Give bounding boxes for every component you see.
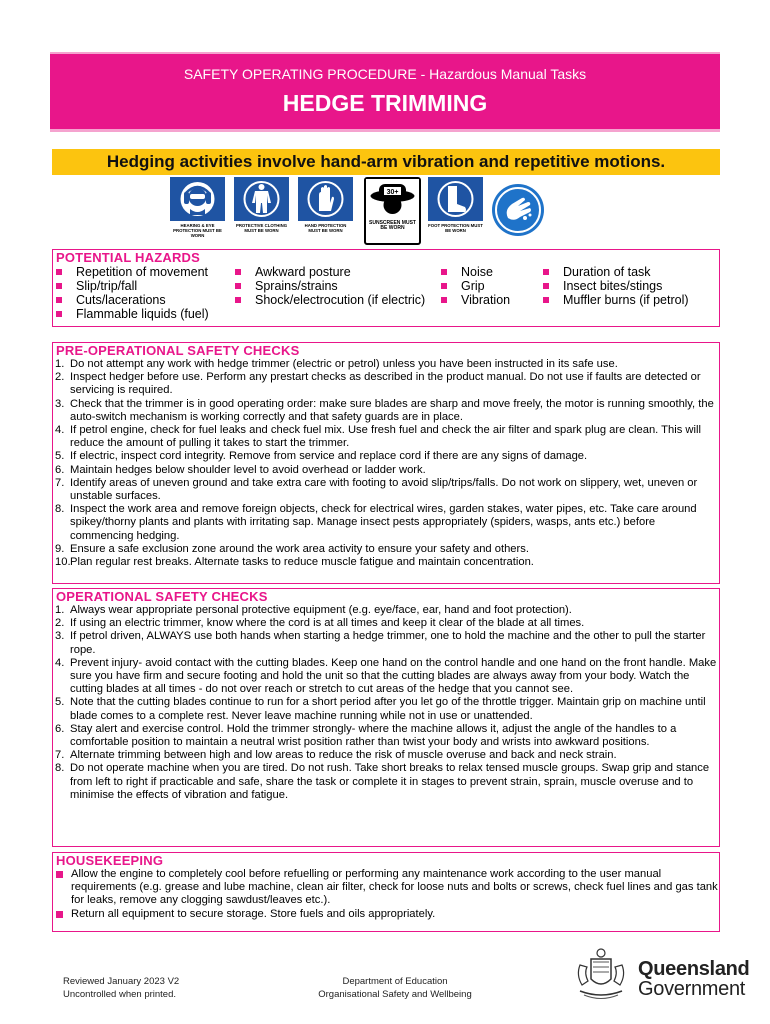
list-item: 4. If petrol engine, check for fuel leaks and check fuel mix. Use fresh fuel and check the air filter and spark plug are clean. This will reduce the amount of pulling it takes to start the trimmer. [55, 424, 701, 450]
hazard-item: Noise [441, 265, 493, 279]
pre-operational-checks-section [52, 342, 720, 584]
sign-caption: PROTECTIVE CLOTHING MUST BE WORN [235, 223, 288, 233]
list-item: 4. Prevent injury- avoid contact with the cutting blades. Keep one hand on the control handle and one hand on the front handle. Make sure you have firm and secure footing and hold the unit so that the cutting blades are always away from your body. Watch the cutting blades at all times - do not over reach or stretch to cut areas of the hedge that you cannot see. [55, 656, 717, 696]
hand-protection-sign [298, 177, 353, 245]
footer-review-info [63, 975, 179, 1001]
queensland-government-logo [572, 945, 748, 1003]
hazard-item: Grip [441, 279, 485, 293]
foot-protection-icon [428, 177, 483, 221]
housekeeping-section [52, 852, 720, 932]
list-item: 5. If electric, inspect cord integrity. Remove from service and replace cord if there are any signs of damage. [55, 450, 588, 463]
section-title: PRE-OPERATIONAL SAFETY CHECKS [56, 343, 300, 358]
section-title: OPERATIONAL SAFETY CHECKS [56, 589, 268, 604]
protective-clothing-sign [234, 177, 289, 245]
sign-caption: SUNSCREEN MUST BE WORN [369, 220, 416, 231]
housekeeping-list [53, 868, 719, 921]
hazard-item: Flammable liquids (fuel) [56, 307, 209, 321]
sunscreen-icon [366, 179, 419, 219]
foot-protection-sign [428, 177, 483, 245]
list-item: 3. If petrol driven, ALWAYS use both hands when starting a hedge trimmer, one to hold the machine and the other to pull the starter rope. [55, 630, 706, 656]
list-item: 8. Inspect the work area and remove foreign objects, check for electrical wires, garden stakes, water pipes, etc. Take care around spikey/thorny plants and plants with irritating sap. Manage insect pests appropriately (spiders, wasps, ants etc.) before commencing hedging. [55, 503, 697, 542]
protective-clothing-icon [234, 177, 289, 221]
sign-caption: HAND PROTECTION MUST BE WORN [304, 223, 347, 233]
hazard-item: Vibration [441, 293, 510, 307]
hazard-item: Insect bites/stings [543, 279, 662, 293]
hazard-item: Repetition of movement [56, 265, 208, 279]
hand-protection-icon [298, 177, 353, 221]
operational-checks-section [52, 588, 720, 847]
logo-line-2: Government [638, 978, 746, 1000]
hazard-item: Sprains/strains [235, 279, 338, 293]
coat-of-arms-icon [572, 945, 630, 1003]
list-item: 1. Do not attempt any work with hedge trimmer (electric or petrol) unless you have been instructed in its safe use. [55, 358, 618, 370]
hazard-item: Duration of task [543, 265, 651, 279]
list-item: 8. Do not operate machine when you are tired. Do not rush. Take short breaks to relax tensed muscle groups. Swap grip and stance from left to right if practicable and safe, share the task or complete it in stages to prevent strain, sprain, muscle overuse and to minimise the effects of vibration and fatigue. [55, 762, 710, 801]
hearing-eye-protection-icon [170, 177, 225, 221]
hazard-item: Awkward posture [235, 265, 351, 279]
sunscreen-sign [364, 177, 421, 245]
list-item: 2. If using an electric trimmer, know where the cord is at all times and keep it clear of the blade at all times. [55, 617, 585, 630]
sign-caption: FOOT PROTECTION MUST BE WORN [428, 223, 483, 233]
pre-operational-list [53, 358, 719, 569]
department-name: Department of Education [342, 976, 448, 987]
list-item: 9. Ensure a safe exclusion zone around the work area activity to ensure your safety and others. [55, 542, 529, 555]
hazard-item: Slip/trip/fall [56, 279, 137, 293]
list-item: 5. Note that the cutting blades continue to run for a short period after you let go of the throttle trigger. Maintain grip on machine until blade comes to a complete rest. Never leave machine running while not in use or unattended. [55, 696, 706, 722]
sign-caption: HEARING & EYE PROTECTION MUST BE WORN [173, 223, 222, 238]
list-item: 6. Stay alert and exercise control. Hold the trimmer strongly- where the machine allows it, adjust the angle of the handles to a comfortable position to maintain a neutral wrist position rather than twist your body and wrists into awkward positions. [55, 722, 677, 749]
list-item: Return all equipment to secure storage. Store fuels and oils appropriately. [53, 908, 719, 921]
potential-hazards-section [52, 249, 720, 327]
list-item: 7. Identify areas of uneven ground and take extra care with footing to avoid slip/trips/falls. Do not work on slippery, wet, uneven or unstable surfaces. [55, 476, 698, 503]
hand-washing-icon [492, 184, 544, 236]
list-item: Allow the engine to completely cool before refuelling or performing any maintenance work according to the user manual requirements (e.g. grease and lube machine, clean air filter, check for loose nuts and bolts or screws, check fuel lines and gas tank for leaks, remove any clogging sawdust/leaves etc.). [53, 868, 719, 908]
document-title: HEDGE TRIMMING [282, 90, 488, 116]
section-title: POTENTIAL HAZARDS [56, 250, 200, 265]
warning-banner: Hedging activities involve hand-arm vibration and repetitive motions. [52, 149, 720, 175]
list-item: 10. Plan regular rest breaks. Alternate tasks to reduce muscle fatigue and maintain concentration. [55, 556, 534, 569]
list-item: 3. Check that the trimmer is in good operating order: make sure blades are sharp and move freely, the motor is running smoothly, the auto-switch mechanism is working correctly and that safety guards are in place. [55, 397, 714, 423]
logo-line-1: Queensland [638, 958, 750, 980]
section-title: HOUSEKEEPING [56, 853, 164, 868]
document-header [50, 54, 720, 130]
hearing-eye-protection-sign [170, 177, 225, 245]
hazard-item: Cuts/lacerations [56, 293, 166, 307]
list-item: 1. Always wear appropriate personal protective equipment (e.g. eye/face, ear, hand and foot protection). [55, 604, 572, 616]
list-item: 7. Alternate trimming between high and low areas to reduce the risk of muscle overuse and back and neck strain. [55, 749, 617, 762]
uncontrolled-note: Uncontrolled when printed. [63, 989, 177, 1000]
document-subtitle: SAFETY OPERATING PROCEDURE - Hazardous Manual Tasks [183, 66, 587, 82]
hazard-item: Shock/electrocution (if electric) [235, 293, 425, 307]
operational-list [53, 604, 719, 802]
list-item: 6. Maintain hedges below shoulder level to avoid overhead or ladder work. [55, 463, 426, 476]
hazard-item: Muffler burns (if petrol) [543, 293, 689, 307]
list-item: 2. Inspect hedger before use. Perform any prestart checks as described in the product manual. Do not use if faults are detected or servicing is required. [55, 371, 701, 397]
unit-name: Organisational Safety and Wellbeing [318, 989, 472, 1000]
header-bottom-rule [50, 129, 720, 132]
spf-badge: 30+ [386, 189, 399, 196]
review-date: Reviewed January 2023 V2 [63, 976, 180, 987]
footer-department [300, 975, 490, 1001]
